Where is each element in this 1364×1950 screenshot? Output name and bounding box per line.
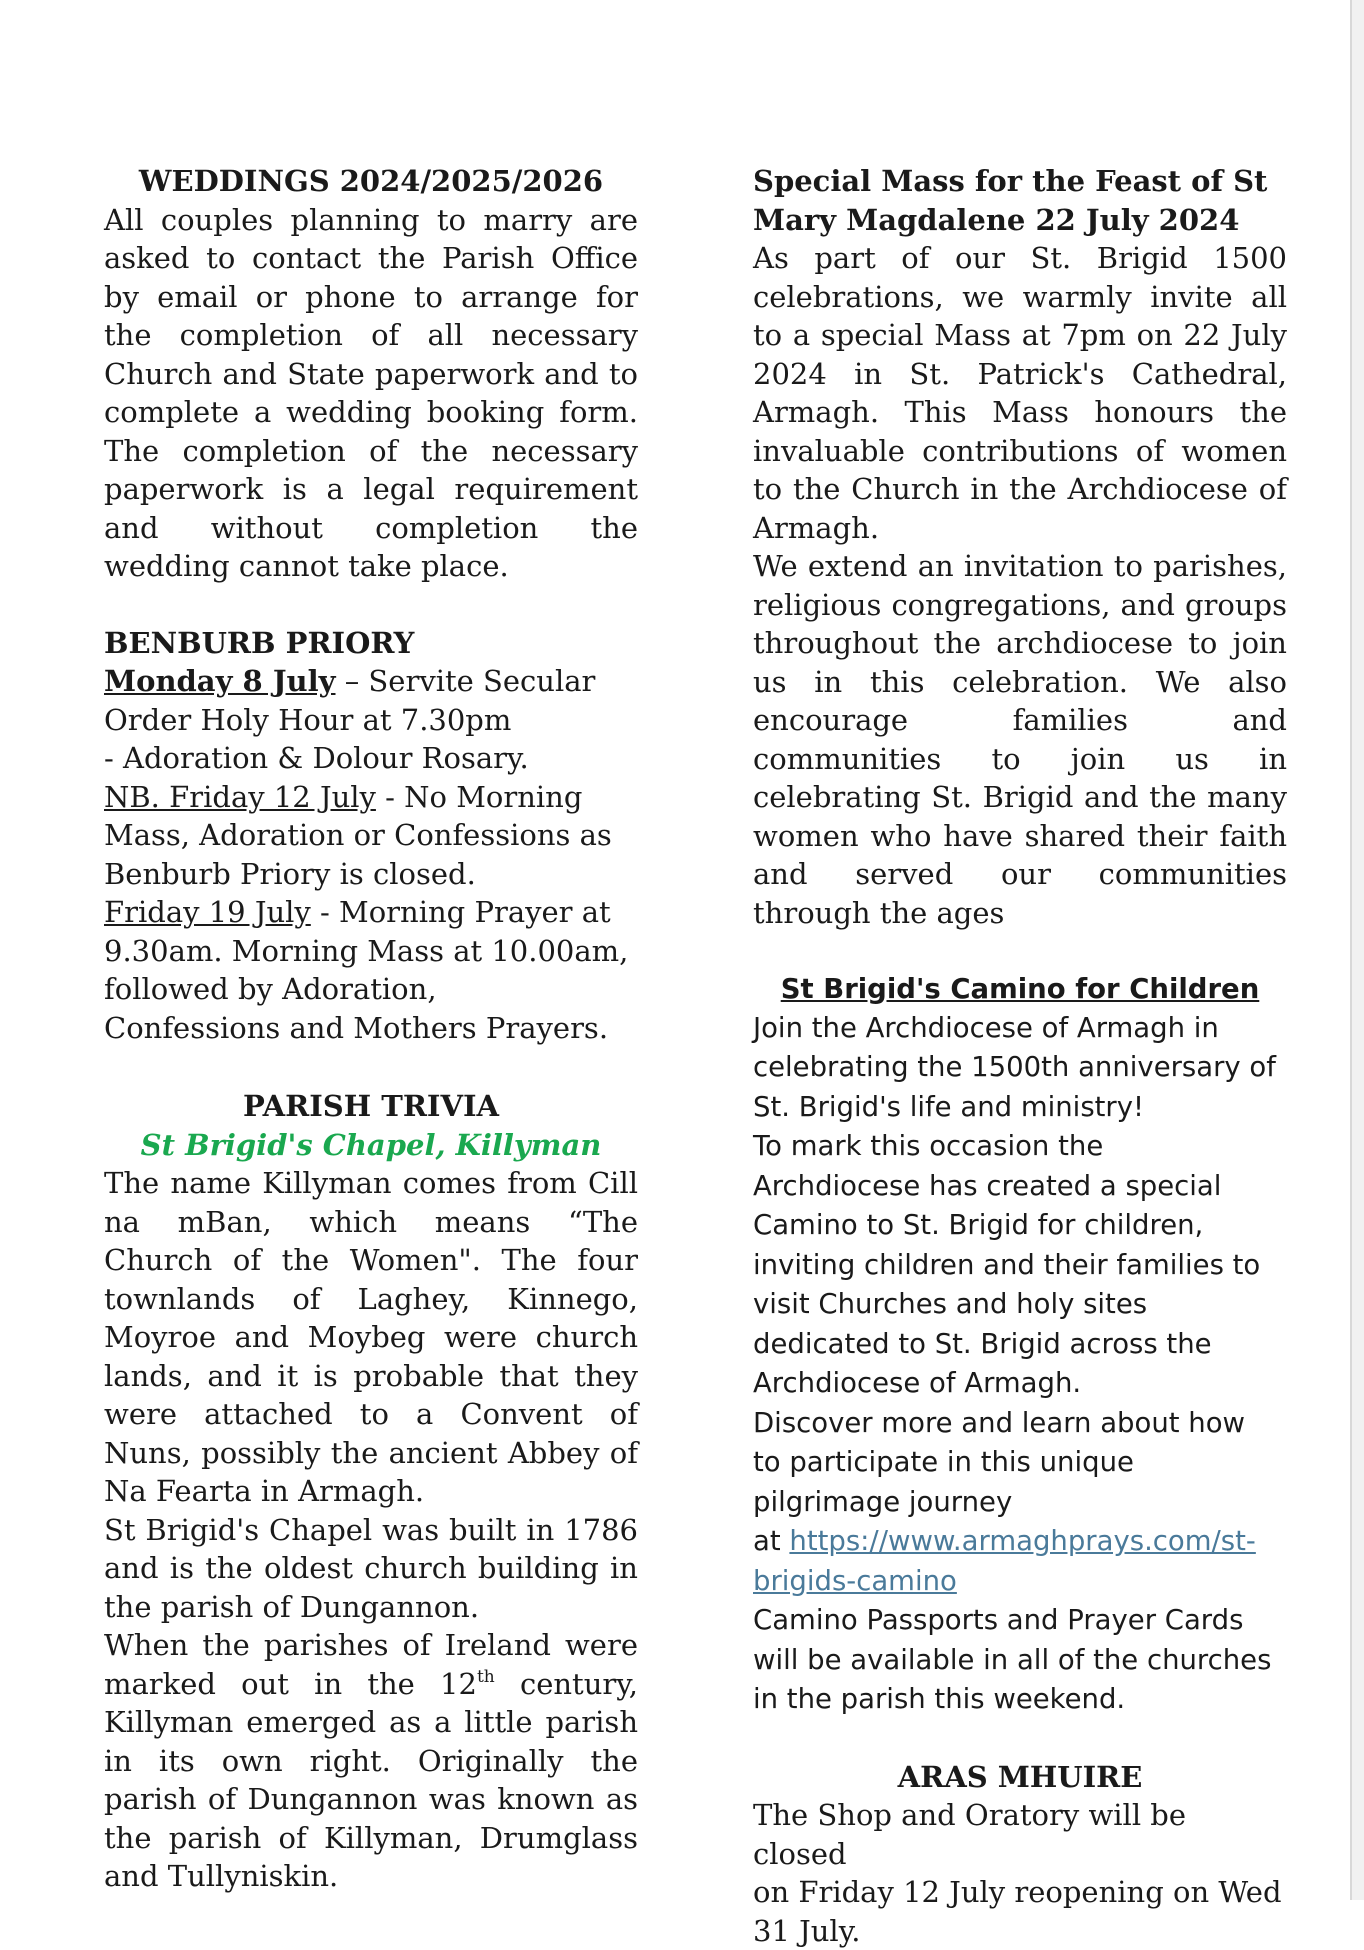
event-text: Confessions and Mothers Prayers. — [104, 1011, 608, 1045]
event-text: - Morning Prayer at — [311, 895, 611, 929]
camino-line: celebrating the 1500th anniversary of — [753, 1051, 1276, 1083]
aras-title: ARAS MHUIRE — [753, 1758, 1287, 1797]
camino-line: will be available in all of the churches — [753, 1644, 1271, 1676]
trivia-text: When the parishes of Ireland were marked out in the 12 — [104, 1628, 638, 1701]
event-text: Benburb Priory is closed. — [104, 857, 476, 891]
camino-line: pilgrimage journey — [753, 1486, 1012, 1518]
camino-line: Discover more and learn about how — [753, 1407, 1245, 1439]
weddings-body: All couples planning to marry are asked to contact the Parish Office by email or phone to arrange for the completion of all necessary Church and State paperwork and to complete a wedding booking form. The completion of the necessary paperwork is a legal requirement and without completion the wedding cannot take place. — [104, 201, 638, 586]
camino-line: to participate in this unique — [753, 1446, 1134, 1478]
page-edge — [1350, 0, 1364, 1900]
camino-line: inviting children and their families to — [753, 1249, 1260, 1281]
camino-line: visit Churches and holy sites — [753, 1288, 1147, 1320]
mass-paragraph-2: We extend an invitation to parishes, religious congregations, and groups throughout the archdiocese to join us in this celebration. We also encourage families and communities to join us in celebrating St. Brigid and the many women who have shared their faith and served our communities through the ages — [753, 547, 1287, 932]
event-text: 9.30am. Morning Mass at 10.00am, — [104, 934, 628, 968]
event-date: Friday 19 July — [104, 895, 311, 929]
aras-line: The Shop and Oratory will be closed — [753, 1798, 1186, 1871]
trivia-paragraph-3 — [104, 1626, 638, 1896]
aras-line: 31 July. — [753, 1914, 860, 1948]
aras-section — [753, 1758, 1287, 1950]
camino-line: in the parish this weekend. — [753, 1683, 1125, 1715]
benburb-event-3 — [104, 893, 638, 1047]
superscript: th — [477, 1667, 495, 1687]
mass-paragraph-1: As part of our St. Brigid 1500 celebrations, we warmly invite all to a special Mass at 7pm on 22 July 2024 in St. Patrick's Cathedral, Armagh. This Mass honours the invaluable contributions of women to the Church in the Archdiocese of Armagh. — [753, 239, 1287, 547]
weddings-title: WEDDINGS 2024/2025/2026 — [104, 162, 638, 201]
benburb-section — [104, 624, 638, 1048]
camino-body — [753, 1009, 1287, 1720]
camino-link[interactable]: https://www.armaghprays.com/st- — [789, 1525, 1255, 1557]
mass-section — [753, 162, 1287, 932]
trivia-title: PARISH TRIVIA — [104, 1087, 638, 1126]
event-date: Monday 8 July — [104, 664, 336, 698]
benburb-event-2 — [104, 778, 638, 894]
event-text: – Servite Secular — [336, 664, 596, 698]
mass-title-line: Mary Magdalene 22 July 2024 — [753, 203, 1239, 237]
event-text: followed by Adoration, — [104, 972, 437, 1006]
trivia-section — [104, 1087, 638, 1896]
camino-line: Archdiocese of Armagh. — [753, 1367, 1081, 1399]
trivia-text: century, Killyman emerged as a little parish in its own right. Originally the parish of Dungannon was known as the parish of Killyman, Drumglass and Tullyniskin. — [104, 1667, 638, 1894]
mass-title — [753, 162, 1287, 239]
camino-line: To mark this occasion the — [753, 1130, 1103, 1162]
event-text: Order Holy Hour at 7.30pm — [104, 703, 511, 737]
trivia-subtitle: St Brigid's Chapel, Killyman — [104, 1126, 638, 1165]
event-text: - Adoration & Dolour Rosary. — [104, 741, 529, 775]
aras-line: on Friday 12 July reopening on Wed — [753, 1875, 1282, 1909]
event-text: - No Morning — [376, 780, 583, 814]
camino-link[interactable]: brigids-camino — [753, 1565, 957, 1597]
camino-line: Join the Archdiocese of Armagh in — [753, 1012, 1219, 1044]
event-date: NB. Friday 12 July — [104, 780, 376, 814]
right-column — [753, 162, 1287, 1950]
camino-title: St Brigid's Camino for Children — [753, 970, 1287, 1009]
trivia-paragraph-2: St Brigid's Chapel was built in 1786 and is the oldest church building in the parish of Dungannon. — [104, 1511, 638, 1627]
camino-line: dedicated to St. Brigid across the — [753, 1328, 1212, 1360]
event-text: Mass, Adoration or Confessions as — [104, 818, 612, 852]
trivia-paragraph-1: The name Killyman comes from Cill na mBan, which means “The Church of the Women". The four townlands of Laghey, Kinnego, Moyroe and Moybeg were church lands, and it is probable that they were attached to a Convent of Nuns, possibly the ancient Abbey of Na Fearta in Armagh. — [104, 1164, 638, 1511]
camino-line: Archdiocese has created a special — [753, 1170, 1221, 1202]
camino-line: Camino Passports and Prayer Cards — [753, 1604, 1243, 1636]
mass-title-line: Special Mass for the Feast of St — [753, 164, 1267, 198]
benburb-event-1 — [104, 662, 638, 778]
camino-line: Camino to St. Brigid for children, — [753, 1209, 1203, 1241]
aras-body — [753, 1796, 1287, 1950]
camino-line: at — [753, 1525, 789, 1557]
camino-section — [753, 970, 1287, 1720]
benburb-title: BENBURB PRIORY — [104, 624, 638, 663]
left-column — [104, 162, 638, 1896]
camino-line: St. Brigid's life and ministry! — [753, 1091, 1144, 1123]
weddings-section — [104, 162, 638, 586]
